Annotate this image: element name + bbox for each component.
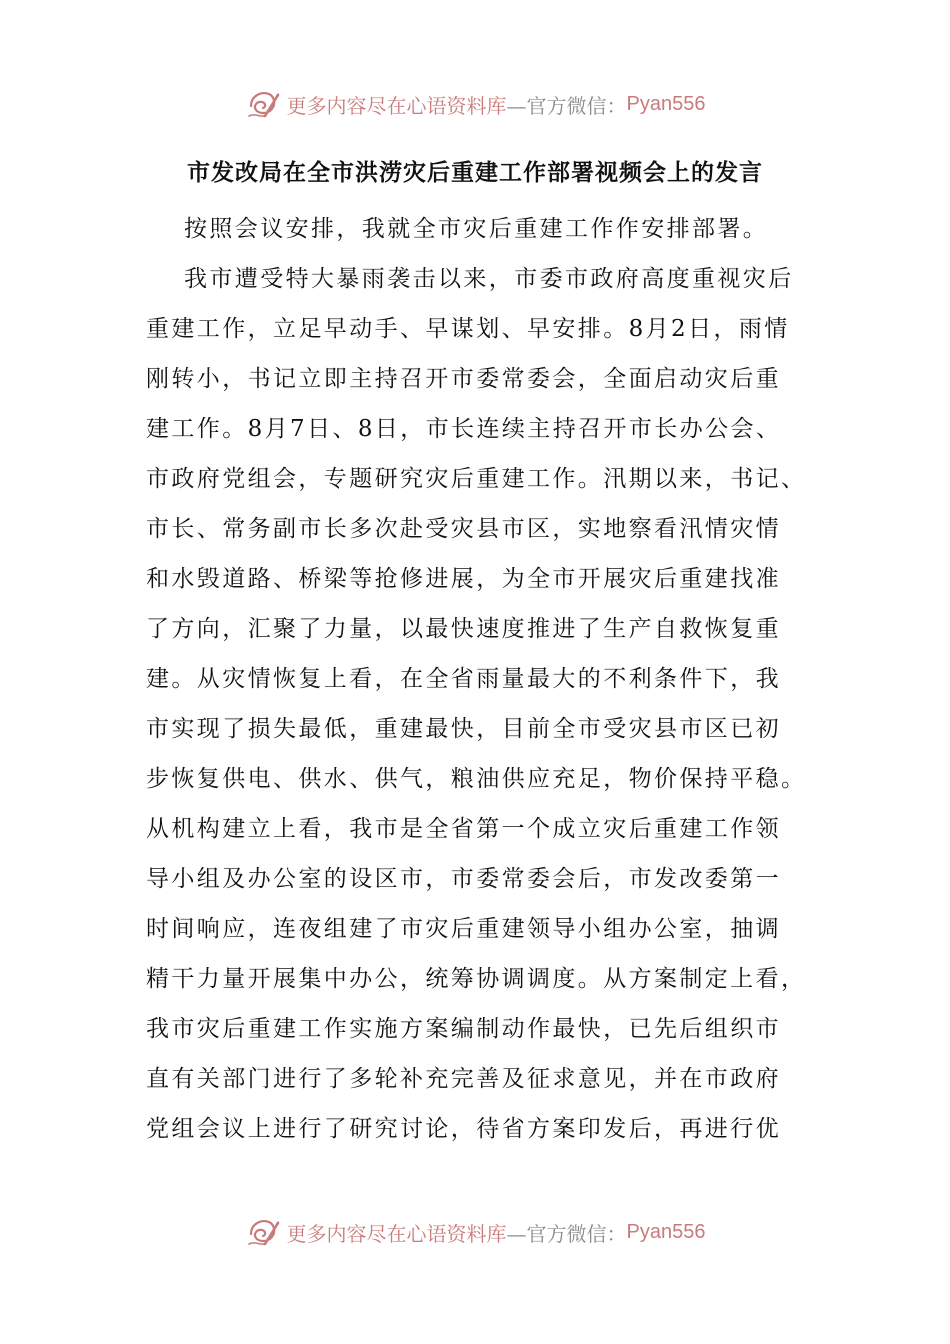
body-line: 直有关部门进行了多轮补充完善及征求意见，并在市政府 [146, 1066, 781, 1092]
watermark-id-text: Pyan556 [626, 1220, 706, 1243]
watermark-dash-text: —官方微信： [506, 93, 627, 118]
body-line: 刚转小，书记立即主持召开市委常委会，全面启动灾后重 [146, 366, 781, 392]
body-line: 市政府党组会，专题研究灾后重建工作。汛期以来，书记、 [146, 466, 807, 492]
watermark-id-text: Pyan556 [626, 92, 706, 115]
watermark-main-text: 更多内容尽在心语资料库 [286, 93, 507, 118]
body-line: 时间响应，连夜组建了市灾后重建领导小组办公室，抽调 [146, 916, 781, 942]
body-line: 市实现了损失最低，重建最快，目前全市受灾县市区已初 [146, 716, 781, 742]
watermark-banner-top [0, 82, 950, 126]
document-title: 市发改局在全市洪涝灾后重建工作部署视频会上的发言 [187, 160, 763, 186]
watermark-banner-bottom [0, 1210, 950, 1254]
body-line: 导小组及办公室的设区市，市委常委会后，市发改委第一 [146, 866, 781, 892]
body-line: 精干力量开展集中办公，统筹协调调度。从方案制定上看， [146, 966, 807, 992]
body-line: 市长、常务副市长多次赴受灾县市区，实地察看汛情灾情 [146, 516, 781, 542]
body-line: 建。从灾情恢复上看，在全省雨量最大的不利条件下，我 [146, 666, 781, 692]
body-line: 和水毁道路、桥梁等抢修进展，为全市开展灾后重建找准 [146, 566, 781, 592]
document-body [146, 204, 806, 1154]
body-line: 了方向，汇聚了力量，以最快速度推进了生产自救恢复重 [146, 616, 781, 642]
body-line: 步恢复供电、供水、供气，粮油供应充足，物价保持平稳。 [146, 766, 807, 792]
body-line: 我市灾后重建工作实施方案编制动作最快，已先后组织市 [146, 1016, 781, 1042]
pen-swirl-logo-icon [245, 1214, 281, 1250]
pen-swirl-logo-icon [245, 86, 281, 122]
body-line: 建工作。8月7日、8日，市长连续主持召开市长办公会、 [146, 416, 782, 442]
body-line: 按照会议安排，我就全市灾后重建工作作安排部署。 [184, 216, 769, 242]
body-line: 重建工作，立足早动手、早谋划、早安排。8月2日，雨情 [146, 316, 790, 342]
watermark-dash-text: —官方微信： [506, 1221, 627, 1246]
body-line: 党组会议上进行了研究讨论，待省方案印发后，再进行优 [146, 1116, 781, 1142]
watermark-main-text: 更多内容尽在心语资料库 [286, 1221, 507, 1246]
body-line: 从机构建立上看，我市是全省第一个成立灾后重建工作领 [146, 816, 781, 842]
body-line: 我市遭受特大暴雨袭击以来，市委市政府高度重视灾后 [184, 266, 794, 292]
